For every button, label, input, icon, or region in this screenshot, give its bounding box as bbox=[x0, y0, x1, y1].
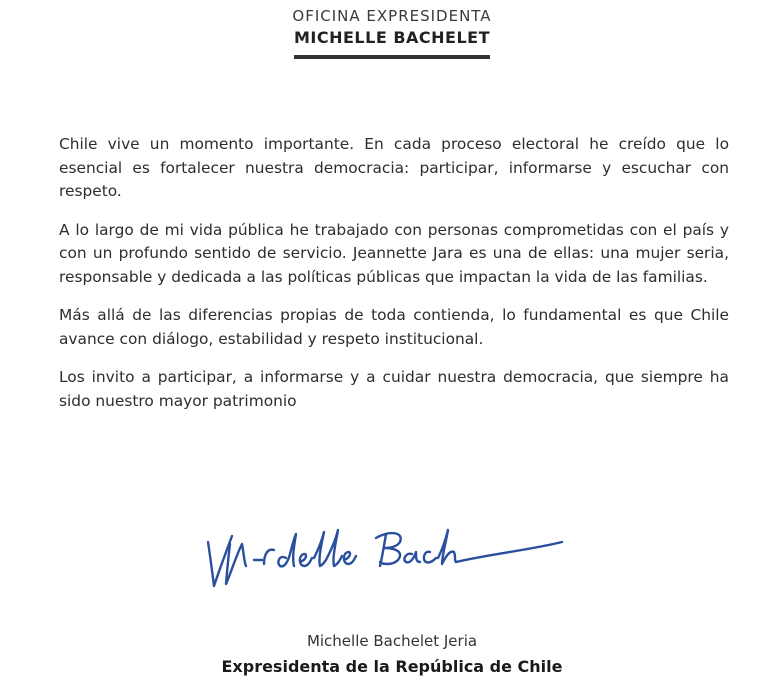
handwritten-signature bbox=[200, 510, 570, 600]
letterhead-underline bbox=[294, 55, 490, 59]
signatory-name: Michelle Bachelet Jeria bbox=[306, 632, 478, 650]
paragraph-4: Los invito a participar, a informarse y a cuidar nuestra democracia, que siempre ha sido nuestro mayor patrimonio bbox=[59, 368, 729, 410]
letterhead bbox=[0, 6, 784, 59]
paragraph-3: Más allá de las diferencias propias de toda contienda, lo fundamental es que Chile avance con diálogo, estabilidad y respeto institucional. bbox=[59, 306, 729, 348]
letterhead-name: MICHELLE BACHELET bbox=[293, 28, 490, 47]
paragraph-1: Chile vive un momento importante. En cada proceso electoral he creído que lo esencial es fortalecer nuestra democracia: participar, informarse y escuchar con respeto. bbox=[59, 135, 729, 200]
paragraph-2: A lo largo de mi vida pública he trabajado con personas comprometidas con el país y con un profundo sentido de servicio. Jeannette Jara es una de ellas: una mujer seria, responsable y dedicada a las políticas públicas que impactan la vida de las familias. bbox=[59, 220, 729, 286]
letterhead-office: OFICINA EXPRESIDENTA bbox=[292, 7, 492, 25]
letter-body bbox=[59, 133, 729, 428]
signatory-title: Expresidenta de la República de Chile bbox=[221, 657, 563, 676]
